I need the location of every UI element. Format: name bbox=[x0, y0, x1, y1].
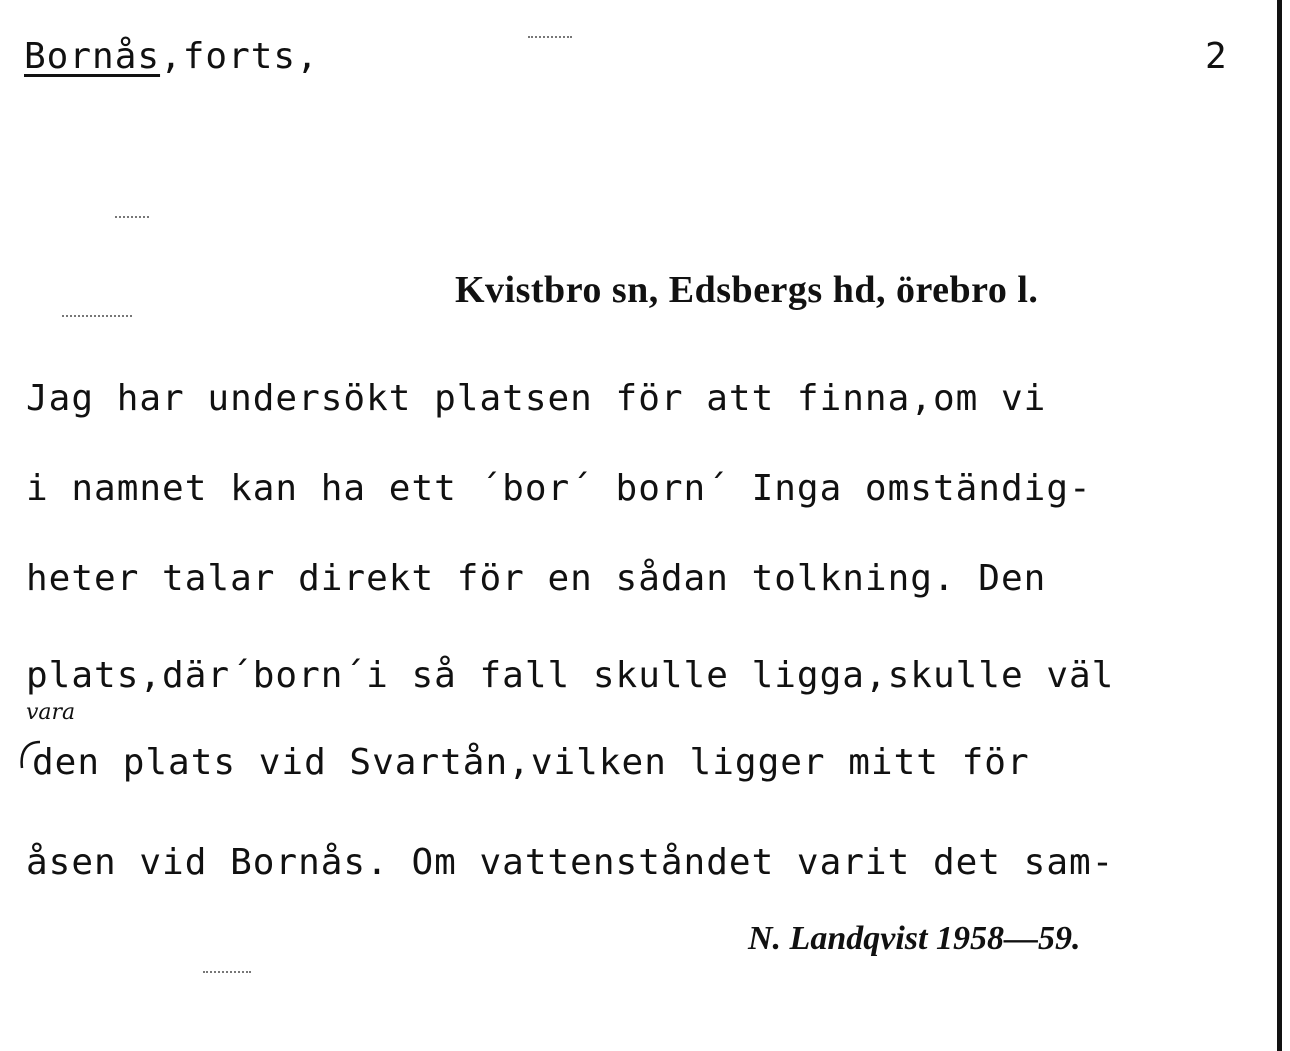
page-number: 2 bbox=[1205, 36, 1227, 77]
header-title-rest: ,forts, bbox=[160, 36, 319, 77]
scan-speckle bbox=[203, 971, 251, 973]
card-header bbox=[24, 36, 319, 77]
body-line-1: Jag har undersökt platsen för att finna,om vi bbox=[26, 378, 1047, 419]
author-stamp: N. Landqvist 1958—59. bbox=[748, 920, 1081, 957]
card-edge bbox=[1277, 0, 1282, 1051]
place-stamp: Kvistbro sn, Edsbergs hd, örebro l. bbox=[455, 269, 1039, 311]
body-line-3: heter talar direkt för en sådan tolkning. Den bbox=[26, 558, 1047, 599]
scan-speckle bbox=[528, 36, 572, 38]
body-line-2: i namnet kan ha ett ´bor´ born´ Inga omständig- bbox=[26, 468, 1092, 509]
handwritten-insertion: vara bbox=[26, 700, 76, 725]
scan-speckle bbox=[115, 216, 149, 218]
body-line-4: plats,där´born´i så fall skulle ligga,skulle väl bbox=[26, 655, 1115, 696]
body-line-5: den plats vid Svartån,vilken ligger mitt för bbox=[32, 742, 1030, 783]
body-line-6: åsen vid Bornås. Om vattenståndet varit det sam- bbox=[26, 842, 1115, 883]
scan-speckle bbox=[62, 315, 132, 317]
header-title-underlined: Bornås bbox=[24, 36, 161, 77]
